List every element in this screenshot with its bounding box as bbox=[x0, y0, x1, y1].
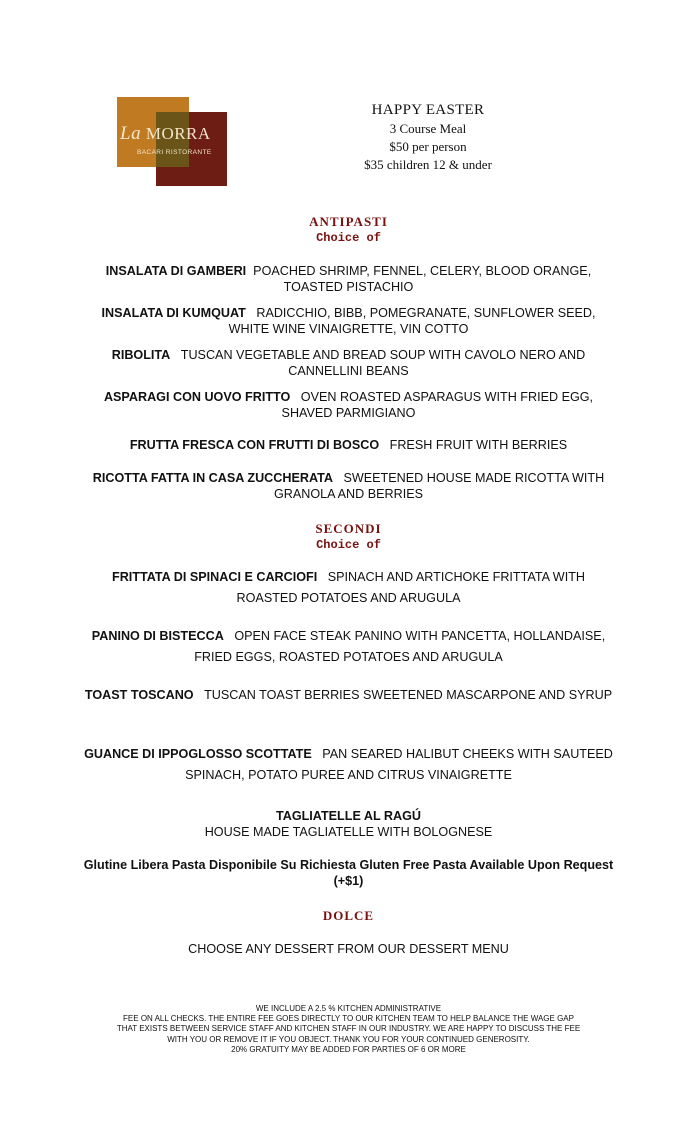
menu-item bbox=[80, 685, 617, 706]
menu-title: HAPPY EASTER bbox=[371, 102, 485, 118]
dessert-text: CHOOSE ANY DESSERT FROM OUR DESSERT MENU bbox=[188, 942, 509, 956]
item-desc: FRESH FRUIT WITH BERRIES bbox=[389, 438, 568, 452]
item-desc: HOUSE MADE TAGLIATELLE WITH BOLOGNESE bbox=[204, 825, 493, 839]
menu-item bbox=[80, 626, 617, 668]
dolce-heading: DOLCE bbox=[322, 908, 375, 923]
menu-item bbox=[80, 305, 617, 337]
footer-line: FEE ON ALL CHECKS. THE ENTIRE FEE GOES DIRECTLY TO OUR KITCHEN TEAM TO HELP BALANCE THE WAGE GAP bbox=[123, 1014, 574, 1024]
footer-line: WITH YOU OR REMOVE IT IF YOU OBJECT. THANK YOU FOR YOUR CONTINUED GENEROSITY. bbox=[167, 1034, 530, 1044]
item-desc: PAN SEARED HALIBUT CHEEKS WITH SAUTEED SPINACH, POTATO PUREE AND CITRUS VINAIGRETTE bbox=[185, 747, 613, 782]
item-desc: RADICCHIO, BIBB, POMEGRANATE, SUNFLOWER SEED, WHITE WINE VINAIGRETTE, VIN COTTO bbox=[228, 306, 596, 336]
item-name: ASPARAGI CON UOVO FRITTO bbox=[103, 390, 291, 404]
menu-item bbox=[80, 744, 617, 786]
item-name: INSALATA DI GAMBERI bbox=[105, 264, 247, 278]
item-desc: TUSCAN VEGETABLE AND BREAD SOUP WITH CAVOLO NERO AND CANNELLINI BEANS bbox=[180, 348, 586, 378]
menu-item bbox=[80, 389, 617, 421]
menu-item bbox=[80, 470, 617, 502]
item-name: FRUTTA FRESCA CON FRUTTI DI BOSCO bbox=[129, 438, 380, 452]
item-name: TAGLIATELLE AL RAGÚ bbox=[275, 809, 422, 823]
item-desc: POACHED SHRIMP, FENNEL, CELERY, BLOOD ORANGE, TOASTED PISTACHIO bbox=[253, 264, 592, 294]
menu-item bbox=[80, 263, 617, 295]
fee-disclaimer bbox=[70, 1004, 627, 1055]
adult-price: $50 per person bbox=[389, 139, 467, 154]
menu-item bbox=[80, 437, 617, 453]
item-desc: OPEN FACE STEAK PANINO WITH PANCETTA, HOLLANDAISE, FRIED EGGS, ROASTED POTATOES AND ARUGULA bbox=[194, 629, 606, 664]
item-desc: OVEN ROASTED ASPARAGUS WITH FRIED EGG, SHAVED PARMIGIANO bbox=[281, 390, 594, 420]
item-name: INSALATA DI KUMQUAT bbox=[101, 306, 246, 320]
item-name: FRITTATA DI SPINACI E CARCIOFI bbox=[112, 570, 318, 584]
item-desc: TUSCAN TOAST BERRIES SWEETENED MASCARPONE AND SYRUP bbox=[204, 688, 613, 702]
logo-maroon-lower bbox=[156, 167, 189, 186]
course-count: 3 Course Meal bbox=[389, 121, 467, 136]
item-name: RIBOLITA bbox=[111, 348, 171, 362]
logo-tagline: BACARI RISTORANTE bbox=[137, 149, 212, 156]
menu-item bbox=[80, 567, 617, 609]
item-name: PANINO DI BISTECCA bbox=[91, 629, 224, 643]
antipasti-heading: ANTIPASTI Choice of bbox=[309, 214, 388, 245]
gluten-free-note: Glutine Libera Pasta Disponibile Su Richiesta Gluten Free Pasta Available Upon Request (+$1) bbox=[83, 858, 614, 888]
footer-line: WE INCLUDE A 2.5 % KITCHEN ADMINISTRATIVE bbox=[255, 1004, 442, 1013]
item-name: RICOTTA FATTA IN CASA ZUCCHERATA bbox=[92, 471, 333, 485]
logo-wordmark: La MORRA bbox=[120, 123, 211, 144]
menu-header bbox=[330, 100, 526, 174]
item-desc: SPINACH AND ARTICHOKE FRITTATA WITH ROASTED POTATOES AND ARUGULA bbox=[236, 570, 585, 605]
secondi-heading: SECONDI Choice of bbox=[315, 521, 382, 552]
footer-line: THAT EXISTS BETWEEN SERVICE STAFF AND KITCHEN STAFF IN OUR INDUSTRY. WE ARE HAPPY TO DISCUSS THE FEE bbox=[116, 1024, 581, 1034]
child-price: $35 children 12 & under bbox=[364, 157, 492, 172]
menu-item bbox=[80, 808, 617, 840]
footer-line: 20% GRATUITY MAY BE ADDED FOR PARTIES OF 6 OR MORE bbox=[231, 1044, 466, 1054]
item-name: GUANCE DI IPPOGLOSSO SCOTTATE bbox=[84, 747, 312, 761]
restaurant-logo bbox=[110, 93, 235, 189]
item-name: TOAST TOSCANO bbox=[84, 688, 194, 702]
menu-item bbox=[80, 347, 617, 379]
item-desc: SWEETENED HOUSE MADE RICOTTA WITH GRANOLA AND BERRIES bbox=[273, 471, 605, 501]
